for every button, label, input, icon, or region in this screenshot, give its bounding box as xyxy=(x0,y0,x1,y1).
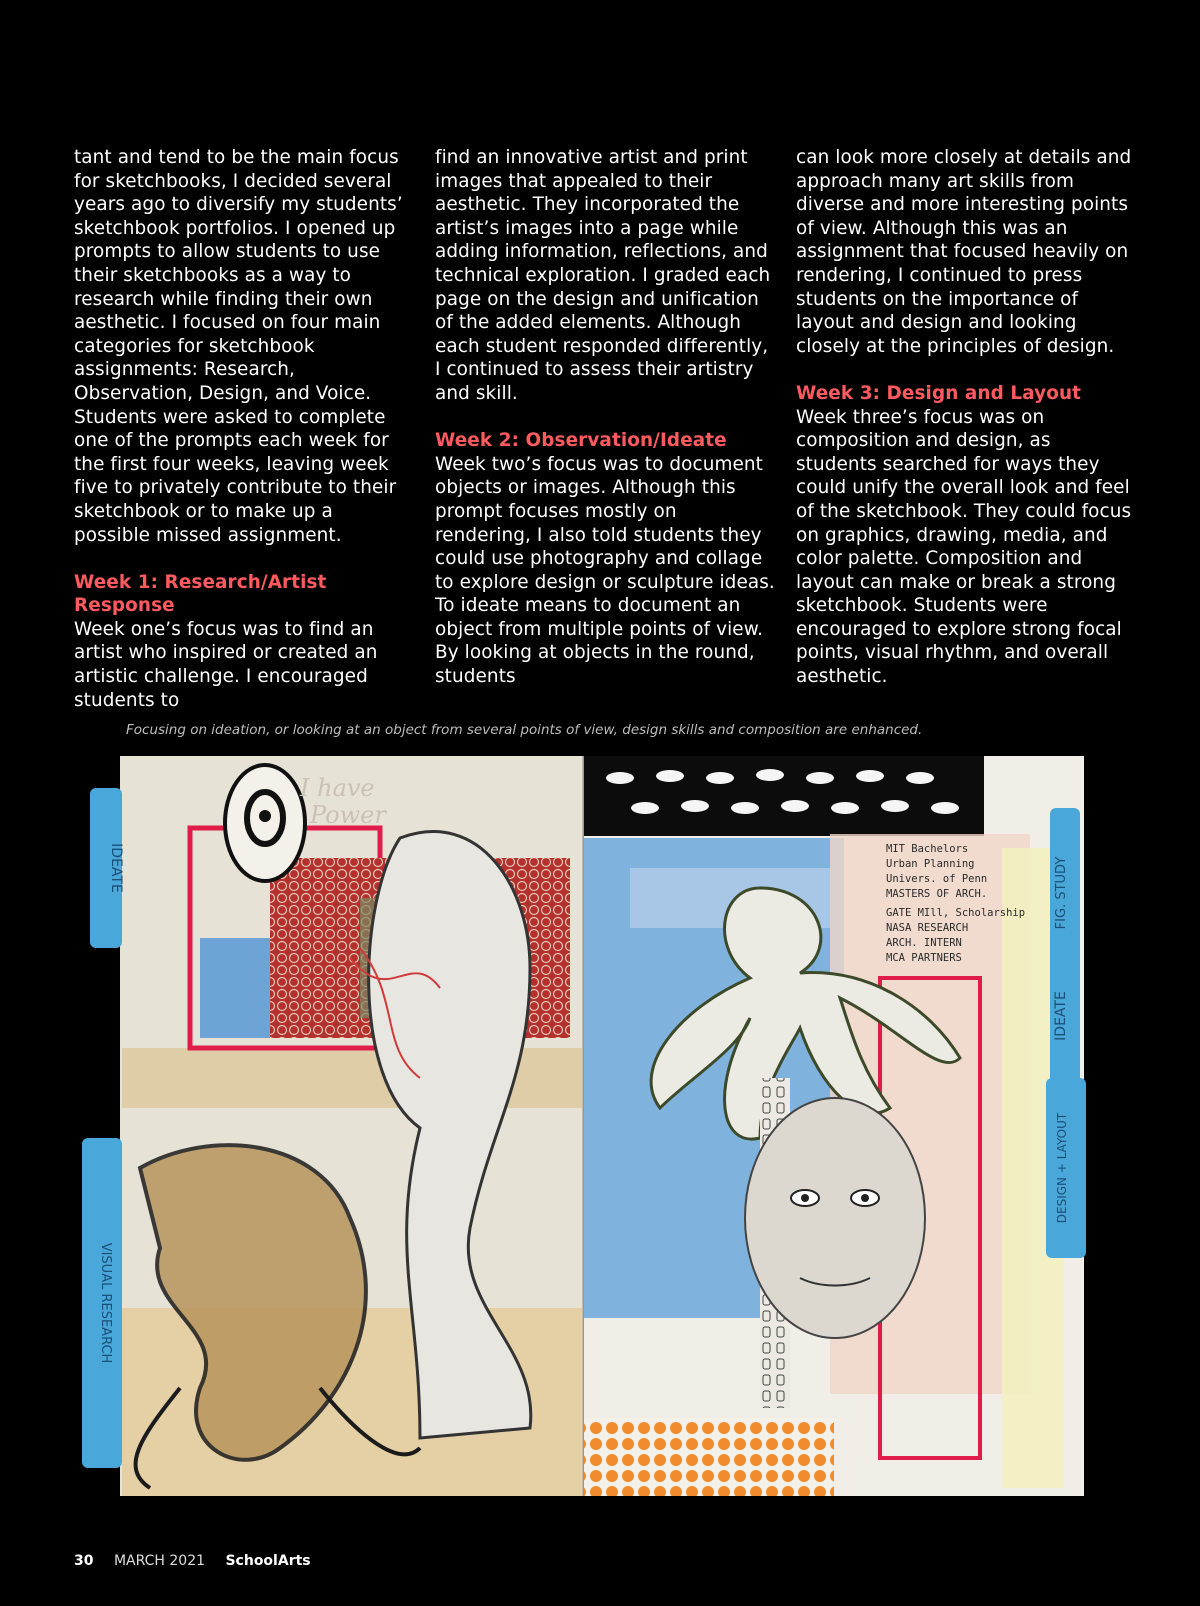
note-line-7: ARCH. INTERN xyxy=(886,937,962,949)
article-column-2 xyxy=(435,146,775,689)
note-line-5: GATE MIll, Scholarship xyxy=(886,907,1026,919)
handwritten-power: Power xyxy=(310,801,386,829)
right-page xyxy=(584,756,1084,1496)
right-tabs xyxy=(1046,808,1086,1258)
week-3-heading: Week 3: Design and Layout xyxy=(796,382,1082,404)
note-line-6: NASA RESEARCH xyxy=(886,922,969,934)
note-line-3: Univers. of Penn xyxy=(886,873,988,885)
column-1-intro: tant and tend to be the main focus for sketchbooks, I decided several years ago to diversify my students’ sketchbook portfolios. I opened up prompts to allow students to use their sketchbooks as a way to research while finding their own aesthetic. I focused on four main categories for sketchbook assignments: Research, Observation, Design, and Voice. Students were asked to complete one of the prompts each week for the first four weeks, leaving week five to privately contribute to their sketchbook or to make up a possible missed assignment. xyxy=(74,147,403,546)
photo-caption: Focusing on ideation, or looking at an object from several points of view, design skills and composition are enhanced. xyxy=(126,722,923,738)
week-2-text: Week two’s focus was to document objects or images. Although this prompt focuses mostly on rendering, I also told students they could use photography and collage to explore design or sculpture ideas. To ideate means to document an object from multiple points of view. By looking at objects in the round, students xyxy=(435,453,775,688)
page-footer xyxy=(74,1553,327,1569)
note-line-8: MCA PARTNERS xyxy=(886,952,962,964)
week-3-text: Week three’s focus was on composition and design, as students searched for ways they could unify the overall look and feel of the sketchbook. They could focus on graphics, drawing, media, and color palette. Composition and layout can make or break a strong sketchbook. Students were encouraged to explore strong focal points, visual rhythm, and overall aesthetic. xyxy=(796,406,1132,688)
note-line-4: MASTERS OF ARCH. xyxy=(886,888,988,900)
column-3-intro: can look more closely at details and approach many art skills from diverse and more interesting points of view. Although this was an assignment that focused heavily on rendering, I continued to press students on the importance of layout and design and looking closely at the principles of design. xyxy=(796,147,1132,357)
article-column-3 xyxy=(796,146,1136,689)
note-line-1: MIT Bachelors xyxy=(886,843,969,855)
article-column-1 xyxy=(74,146,414,712)
week-1-text: Week one’s focus was to find an artist who inspired or created an artistic challenge. I encouraged students to xyxy=(74,618,378,711)
column-2-intro: find an innovative artist and print images that appealed to their aesthetic. They incorporated the artist’s images into a page while adding information, reflections, and technical exploration. I graded each page on the design and unification of the added elements. Although each student responded differently, I continued to assess their artistry and skill. xyxy=(435,147,771,404)
tab-right-fig-study: FIG. STUDY xyxy=(1054,856,1069,930)
left-tabs xyxy=(82,788,124,1468)
note-line-2: Urban Planning xyxy=(886,858,975,870)
issue-date: MARCH 2021 xyxy=(113,1553,206,1569)
page-number: 30 xyxy=(74,1553,94,1569)
week-1-heading: Week 1: Research/Artist Response xyxy=(74,571,327,617)
tab-right-ideate: IDEATE xyxy=(1053,991,1069,1041)
week-2-heading: Week 2: Observation/Ideate xyxy=(435,430,727,452)
tab-left-ideate: IDEATE xyxy=(108,843,124,893)
tab-right-design-layout: DESIGN + LAYOUT xyxy=(1055,1112,1069,1224)
magazine-name: SchoolArts xyxy=(225,1553,311,1569)
handwritten-i-have: I have xyxy=(300,774,375,802)
left-page xyxy=(120,756,584,1496)
tab-left-visual-research: VISUAL RESEARCH xyxy=(98,1242,113,1364)
sketchbook-photo xyxy=(60,748,1128,1510)
